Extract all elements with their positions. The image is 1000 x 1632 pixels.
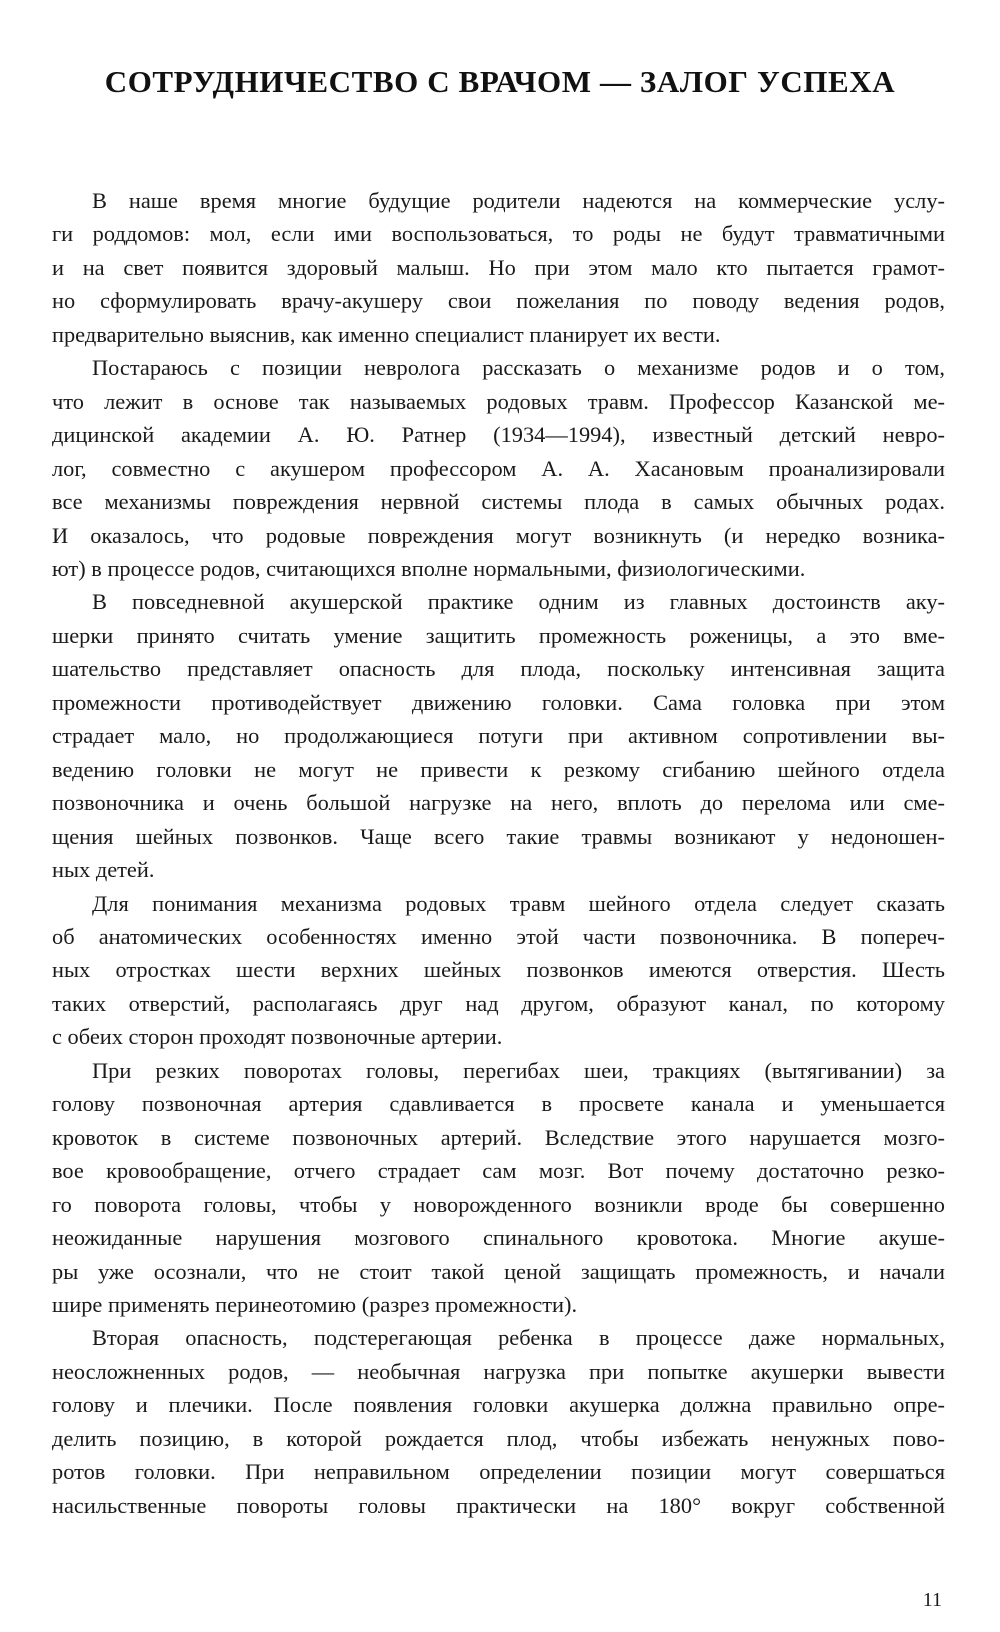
paragraph — [52, 351, 945, 585]
text-line: делить позицию, в которой рождается плод, чтобы избежать ненужных пово- — [52, 1425, 945, 1451]
text-line: голову и плечики. После появления головки акушерка должна правильно опре- — [52, 1392, 945, 1418]
text-line: шире применять перинеотомию (разрез промежности). — [52, 1291, 578, 1317]
text-line: предварительно выяснив, как именно специалист планирует их вести. — [52, 321, 721, 347]
text-line: с обеих сторон проходят позвоночные артерии. — [52, 1024, 503, 1050]
text-line: Постараюсь с позиции невролога рассказать о механизме родов и о том, — [92, 355, 945, 381]
text-line: неожиданные нарушения мозгового спинального кровотока. Многие акуше- — [52, 1225, 945, 1251]
text-line: позвоночника и очень большой нагрузке на него, вплоть до перелома или сме- — [52, 790, 945, 816]
paragraph — [52, 184, 945, 351]
text-line: ротов головки. При неправильном определении позиции могут совершаться — [52, 1459, 945, 1485]
text-line: об анатомических особенностях именно этой части позвоночника. В попереч- — [52, 923, 945, 949]
text-line: ных отростках шести верхних шейных позвонков имеются отверстия. Шесть — [52, 957, 945, 983]
text-line: лог, совместно с акушером профессором А. А. Хасановым проанализировали — [52, 455, 945, 481]
text-line: При резких поворотах головы, перегибах шеи, тракциях (вытягивании) за — [92, 1057, 945, 1083]
chapter-title: СОТРУДНИЧЕСТВО С ВРАЧОМ — ЗАЛОГ УСПЕХА — [104, 64, 896, 99]
text-line: что лежит в основе так называемых родовых травм. Профессор Казанской ме- — [52, 388, 945, 414]
text-line: ги роддомов: мол, если ими воспользоваться, то роды не будут травматичными — [52, 221, 945, 247]
text-line: но сформулировать врачу-акушеру свои пожелания по поводу ведения родов, — [52, 288, 945, 314]
paragraph — [52, 1054, 945, 1322]
text-line: В наше время многие будущие родители надеются на коммерческие услу- — [92, 188, 945, 213]
text-line: ры уже осознали, что не стоит такой ценой защищать промежность, и начали — [52, 1258, 945, 1284]
text-line: таких отверстий, располагаясь друг над другом, образуют канал, по которому — [52, 990, 945, 1016]
text-line: неосложненных родов, — необычная нагрузка при попытке акушерки вывести — [52, 1358, 945, 1384]
text-line: голову позвоночная артерия сдавливается в просвете канала и уменьшается — [52, 1091, 945, 1117]
paragraph — [52, 585, 945, 886]
text-line: щения шейных позвонков. Чаще всего такие травмы возникают у недоношен- — [52, 823, 945, 849]
text-line: все механизмы повреждения нервной системы плода в самых обычных родах. — [52, 489, 945, 515]
text-line: кровоток в системе позвоночных артерий. Вследствие этого нарушается мозго- — [52, 1124, 945, 1150]
text-line: го поворота головы, чтобы у новорожденного возникли вроде бы совершенно — [52, 1191, 945, 1217]
text-line: Для понимания механизма родовых травм шейного отдела следует сказать — [92, 890, 945, 916]
text-line: дицинской академии А. Ю. Ратнер (1934—1994), известный детский невро- — [52, 422, 945, 448]
text-line: шерки принято считать умение защитить промежность роженицы, а это вме- — [52, 622, 945, 648]
text-line: И оказалось, что родовые повреждения могут возникнуть (и нередко возника- — [52, 522, 945, 548]
text-line: промежности противодействует движению головки. Сама головка при этом — [52, 689, 945, 715]
text-line: вое кровообращение, отчего страдает сам мозг. Вот почему достаточно резко- — [52, 1158, 945, 1184]
text-line: В повседневной акушерской практике одним из главных достоинств аку- — [92, 589, 945, 615]
paragraph — [52, 1321, 945, 1522]
text-line: Вторая опасность, подстерегающая ребенка в процессе даже нормальных, — [92, 1325, 945, 1351]
text-line: ют) в процессе родов, считающихся вполне нормальными, физиологическими. — [52, 555, 806, 581]
paragraph — [52, 887, 945, 1054]
text-line: страдает мало, но продолжающиеся потуги при активном сопротивлении вы- — [52, 723, 945, 749]
text-line: насильственные повороты головы практически на 180° вокруг собственной — [52, 1492, 945, 1518]
text-line: шательство представляет опасность для плода, поскольку интенсивная защита — [52, 656, 945, 682]
text-line: ведению головки не могут не привести к резкому сгибанию шейного отдела — [52, 756, 945, 782]
text-line: и на свет появится здоровый малыш. Но при этом мало кто пытается грамот- — [52, 254, 945, 280]
page-number: 11 — [922, 1589, 942, 1612]
text-line: ных детей. — [52, 857, 155, 883]
body-text — [52, 184, 945, 1522]
